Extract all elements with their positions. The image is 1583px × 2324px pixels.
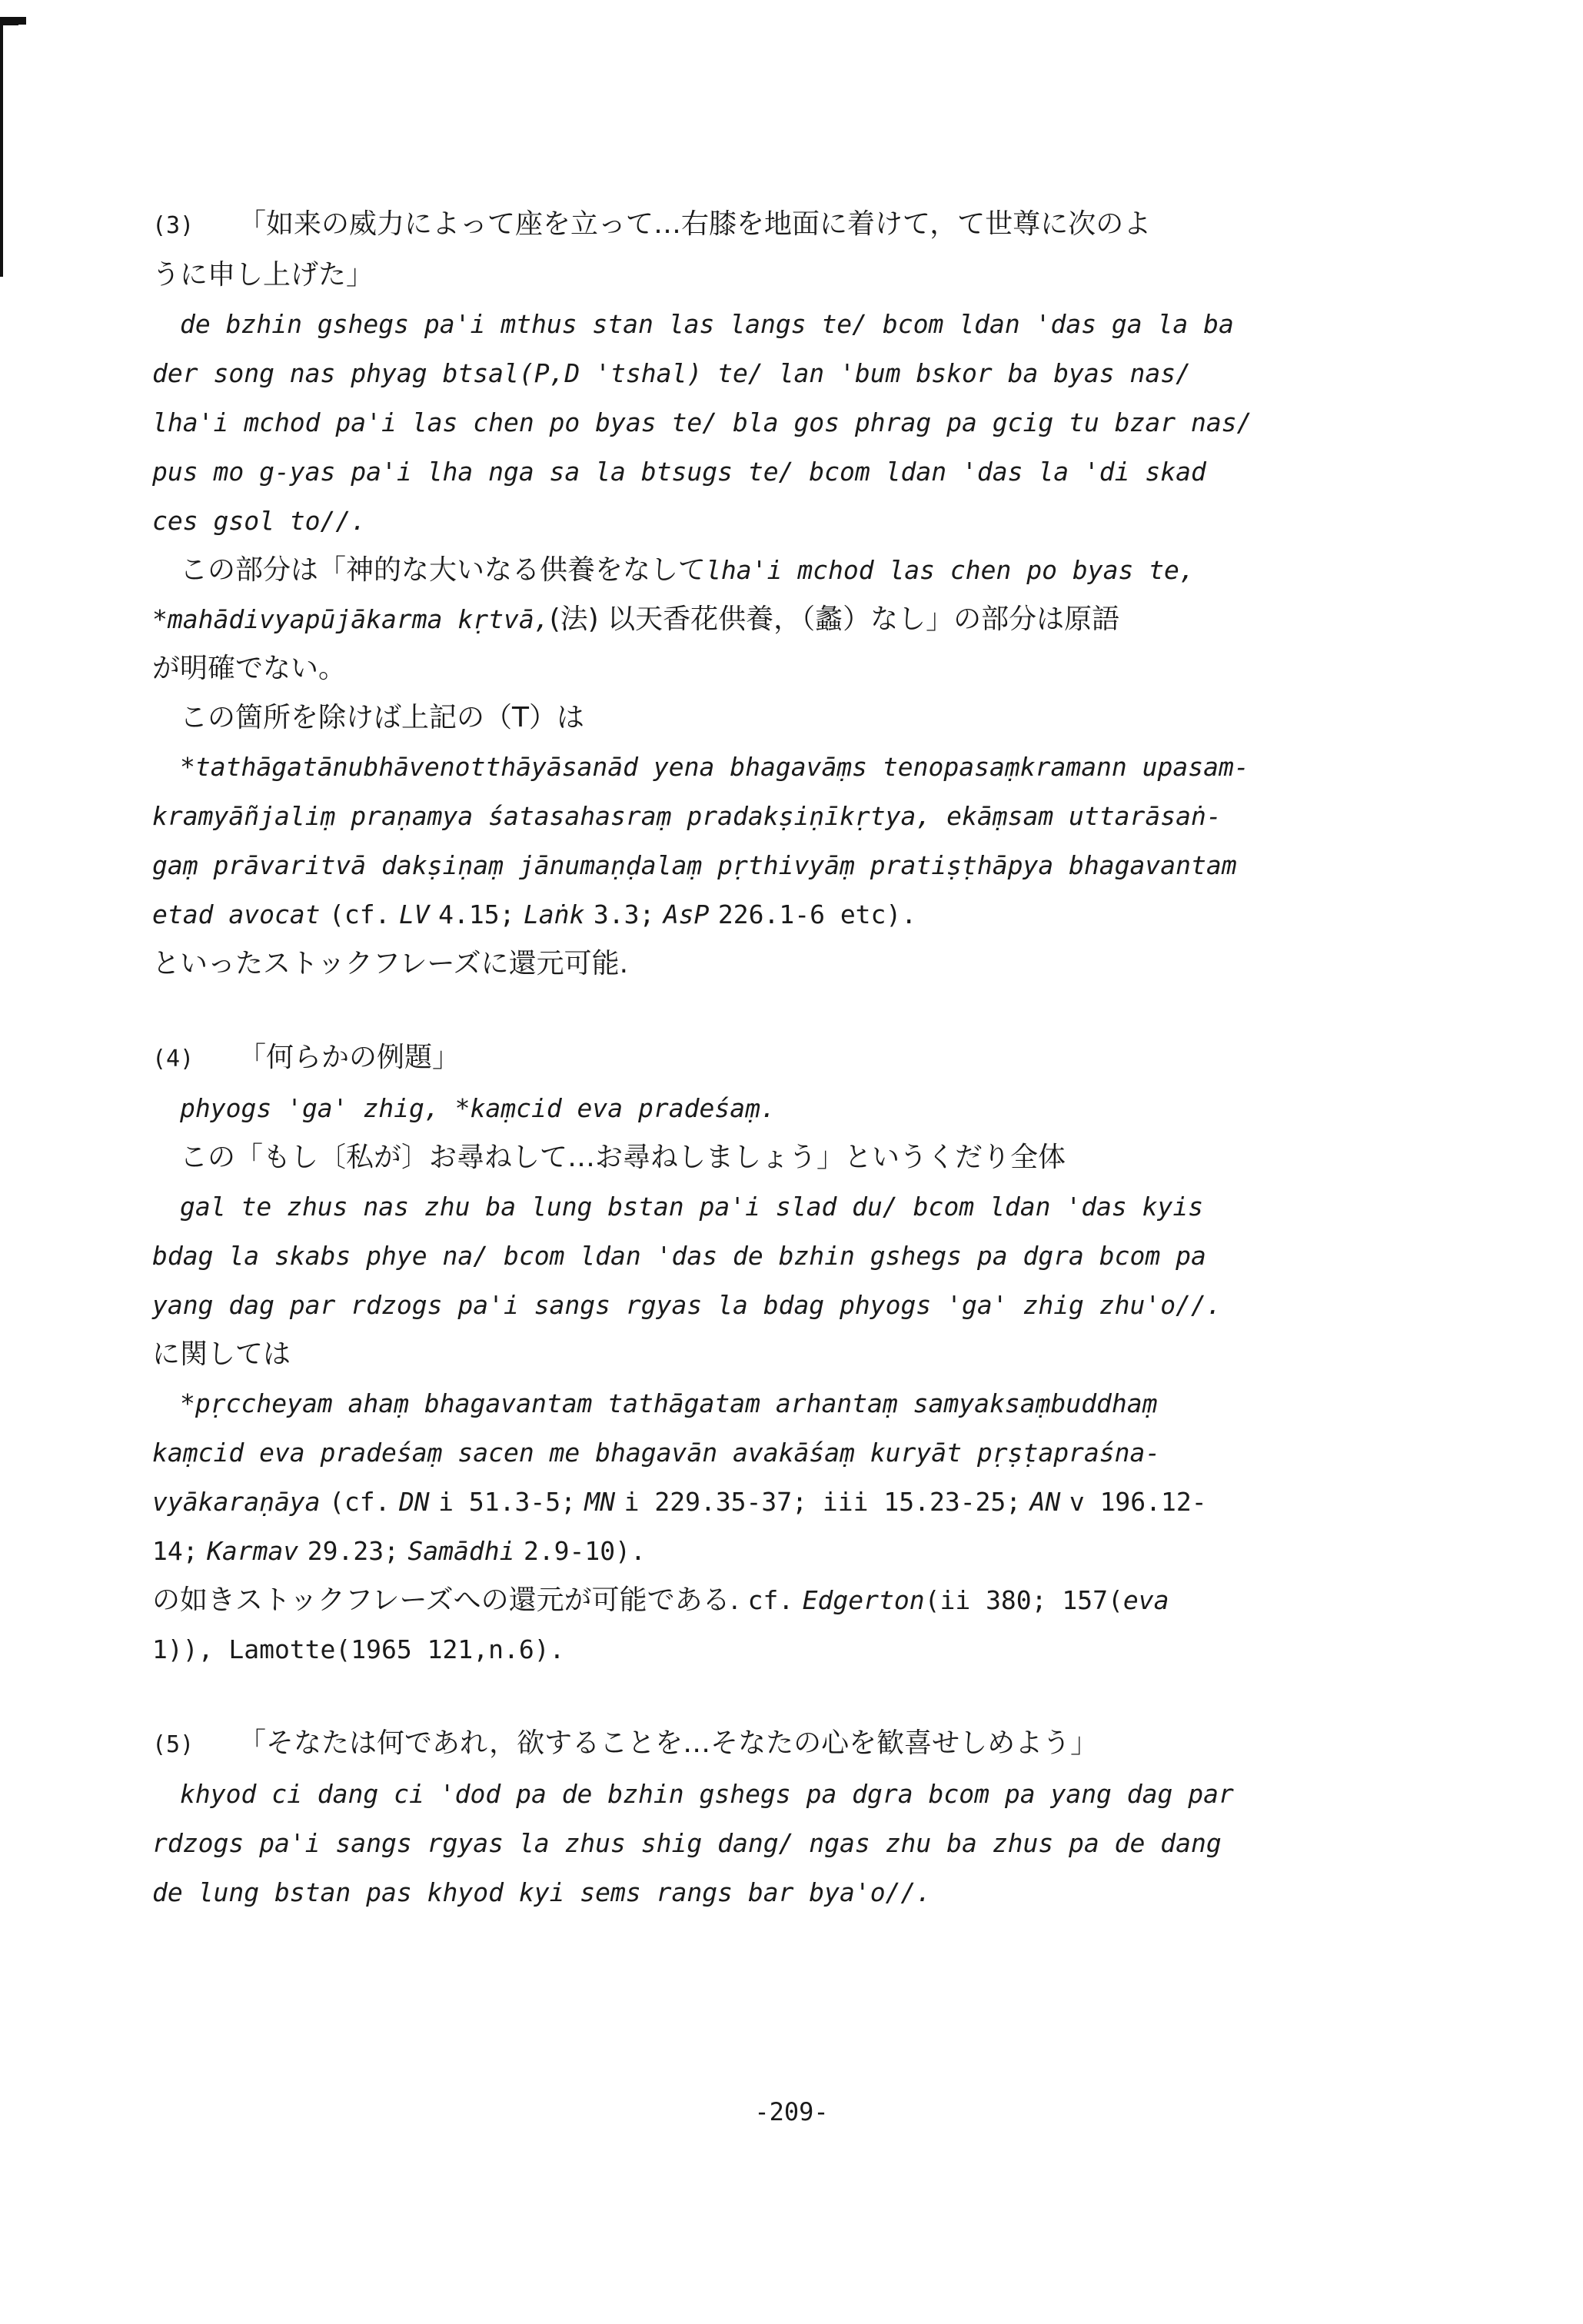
tibetan-line: phyogs 'ga' zhig, *kaṃcid eva pradeśaṃ. <box>180 1093 776 1123</box>
commentary-line: この箇所を除けば上記の（T）は <box>180 702 584 733</box>
commentary-line: に関しては <box>152 1338 291 1370</box>
section-3-heading-cont: うに申し上げた」 <box>152 259 374 291</box>
commentary-line: といったストックフレーズに還元可能. <box>152 948 629 979</box>
section-4 <box>152 1033 1336 1674</box>
tibetan-line: de bzhin gshegs pa'i mthus stan las langs te/ bcom ldan 'das ga la ba <box>180 309 1234 339</box>
sanskrit-line: gaṃ prāvaritvā dakṣiṇaṃ jānumaṇḍalaṃ pṛthivyāṃ pratiṣṭhāpya bhagavantam <box>152 850 1237 880</box>
commentary-line: *mahādivyapūjākarma kṛtvā,(法) 以天香花供養，（蠡）なし」の部分は原語 <box>152 603 1120 635</box>
commentary-line: が明確でない。 <box>152 653 347 684</box>
tibetan-line: lha'i mchod pa'i las chen po byas te/ bla gos phrag pa gcig tu bzar nas/ <box>152 407 1252 437</box>
tibetan-line: pus mo g-yas pa'i lha nga sa la btsugs te/ bcom ldan 'das la 'di skad <box>152 457 1206 487</box>
sanskrit-line-citation: vyākaraṇāya (cf. DN i 51.3-5; MN i 229.35-37; iii 15.23-25; AN v 196.12- <box>152 1487 1207 1517</box>
sanskrit-line-citation: 14; Karmav 29.23; Samādhi 2.9-10). <box>152 1536 646 1566</box>
margin-rule <box>0 23 3 277</box>
section-3 <box>152 200 1336 989</box>
commentary-line: この「もし〔私が〕お尋ねして…お尋ねしましょう」というくだり全体 <box>180 1142 1066 1173</box>
section-5-heading: (5) 「そなたは何であれ，欲することを…そなたの心を歓喜せしめよう」 <box>152 1719 1336 1770</box>
sanskrit-line: kaṃcid eva pradeśaṃ sacen me bhagavān avakāśaṃ kuryāt pṛṣṭapraśna- <box>152 1438 1161 1468</box>
tibetan-line: ces gsol to//. <box>152 506 367 536</box>
tibetan-line: khyod ci dang ci 'dod pa de bzhin gshegs pa dgra bcom pa yang dag par <box>180 1779 1234 1809</box>
section-number: (3) <box>152 212 195 239</box>
tibetan-line: de lung bstan pas khyod kyi sems rangs bar bya'o//. <box>152 1877 932 1907</box>
sanskrit-line: kramyāñjaliṃ praṇamya śatasahasraṃ pradakṣiṇīkṛtya, ekāṃsam uttarāsaṅ- <box>152 801 1222 831</box>
section-4-heading: (4) 「何らかの例題」 <box>152 1033 1336 1084</box>
tibetan-line: der song nas phyag btsal(P,D 'tshal) te/ lan 'bum bskor ba byas nas/ <box>152 358 1192 388</box>
section-number: (4) <box>152 1046 195 1072</box>
tibetan-line: rdzogs pa'i sangs rgyas la zhus shig dang/ ngas zhu ba zhus pa de dang <box>152 1828 1222 1858</box>
section-3-heading: (3) 「如来の威力によって座を立って…右膝を地面に着けて，て世尊に次のよ <box>152 200 1336 251</box>
sanskrit-line: *tathāgatānubhāvenotthāyāsanād yena bhagavāṃs tenopasaṃkramann upasam- <box>180 752 1249 782</box>
sanskrit-line-citation: etad avocat (cf. LV 4.15; Laṅk 3.3; AsP 226.1-6 etc). <box>152 899 917 929</box>
commentary-line: この部分は「神的な大いなる供養をなしてlha'i mchod las chen po byas te, <box>180 554 1195 586</box>
sanskrit-line: *pṛccheyam ahaṃ bhagavantam tathāgatam arhantaṃ samyaksaṃbuddhaṃ <box>180 1388 1158 1418</box>
margin-mark-tick <box>3 22 18 25</box>
section-number: (5) <box>152 1731 195 1758</box>
commentary-line: の如きストックフレーズへの還元が可能である. cf. Edgerton(ii 380; 157(eva <box>152 1584 1169 1616</box>
tibetan-line: bdag la skabs phye na/ bcom ldan 'das de bzhin gshegs pa dgra bcom pa <box>152 1241 1206 1271</box>
tibetan-line: yang dag par rdzogs pa'i sangs rgyas la bdag phyogs 'ga' zhig zhu'o//. <box>152 1290 1222 1320</box>
page-body <box>152 200 1336 1917</box>
tibetan-line: gal te zhus nas zhu ba lung bstan pa'i slad du/ bcom ldan 'das kyis <box>180 1192 1204 1222</box>
commentary-line: 1)), Lamotte(1965 121,n.6). <box>152 1634 565 1664</box>
section-5 <box>152 1719 1336 1917</box>
page-number: -209- <box>754 2097 829 2126</box>
